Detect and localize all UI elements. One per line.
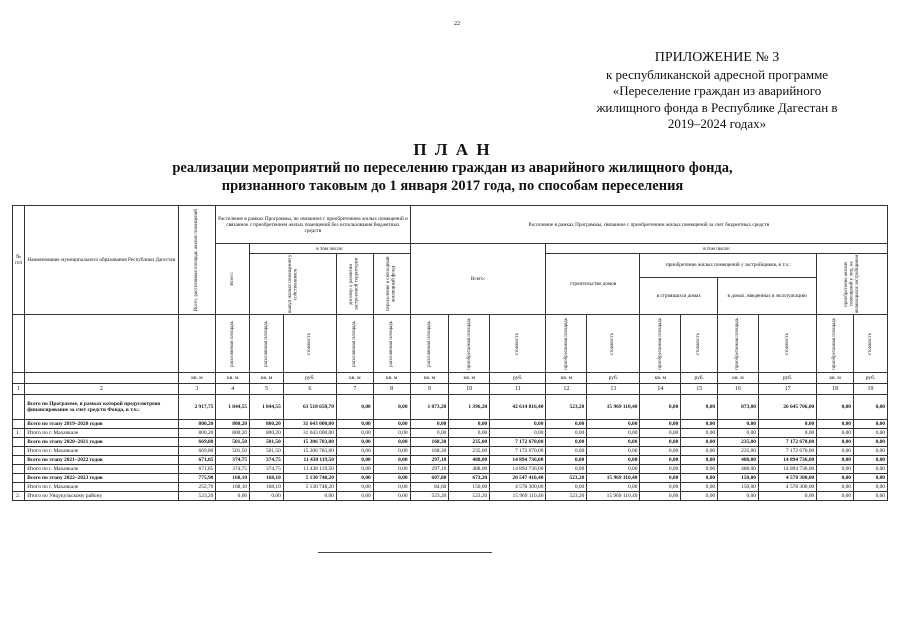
column-number: 17: [758, 384, 816, 395]
column-number: 7: [336, 384, 373, 395]
value-cell: 0,00: [817, 474, 854, 483]
value-cell: 15 969 110,40: [490, 492, 546, 501]
table-row: [13, 465, 888, 474]
unit-cell: кв. м: [817, 373, 854, 384]
sub-resettled-area: расселяемая площадь: [216, 315, 250, 373]
value-cell: 0,00: [336, 483, 373, 492]
value-cell: 0,00: [373, 429, 410, 438]
value-cell: 168,30: [410, 447, 449, 456]
value-cell: 0,00: [854, 438, 888, 447]
sub-acquired-area: приобретаемая площадь: [817, 315, 854, 373]
appendix-line-1: ПРИЛОЖЕНИЕ № 3: [654, 50, 780, 65]
value-cell: 7 172 670,00: [758, 438, 816, 447]
value-cell: 523,20: [546, 492, 587, 501]
value-cell: 0,00: [640, 483, 681, 492]
value-cell: 374,75: [250, 456, 284, 465]
value-cell: 0,00: [681, 420, 718, 429]
value-cell: 374,75: [216, 465, 250, 474]
table-row: [13, 474, 888, 483]
value-cell: 607,80: [410, 474, 449, 483]
bottom-rule: [318, 552, 492, 553]
value-cell: 168,10: [216, 474, 250, 483]
value-cell: 800,20: [250, 420, 284, 429]
row-index: [13, 395, 25, 420]
value-cell: 4 578 300,00: [490, 483, 546, 492]
sub-resettled-area: расселяемая площадь: [373, 315, 410, 373]
sub-acquired-area: приобретаемая площадь: [449, 315, 490, 373]
value-cell: 0,00: [681, 483, 718, 492]
header-no: № п/п: [13, 206, 25, 315]
value-cell: 0,00: [640, 438, 681, 447]
title-plan: П Л А Н: [413, 140, 492, 159]
appendix-line-3: «Переселение граждан из аварийного: [612, 83, 822, 98]
value-cell: 0,00: [336, 395, 373, 420]
value-cell: 14 894 736,00: [490, 456, 546, 465]
page-number: 22: [454, 21, 460, 27]
value-cell: 800,20: [178, 429, 216, 438]
header-total-area: Всего, расселяемая площадь жилых помещений: [178, 206, 216, 315]
header-g2-developers: приобретение жилых помещений у застройщиков, в т.ч.:: [640, 254, 817, 278]
value-cell: 1 396,20: [449, 395, 490, 420]
value-cell: 0,00: [373, 438, 410, 447]
value-cell: 252,70: [178, 483, 216, 492]
sub-acquired-area: приобретаемая площадь: [640, 315, 681, 373]
value-cell: 0,00: [718, 429, 759, 438]
table-row: [13, 492, 888, 501]
value-cell: 0,00: [336, 447, 373, 456]
unit-cell: кв. м: [373, 373, 410, 384]
table-row: [13, 447, 888, 456]
row-index: [13, 420, 25, 429]
value-cell: 0,00: [854, 483, 888, 492]
column-number: 14: [640, 384, 681, 395]
value-cell: 374,75: [250, 465, 284, 474]
row-index: [13, 438, 25, 447]
value-cell: 0,00: [490, 420, 546, 429]
value-cell: 0,00: [587, 438, 640, 447]
value-cell: 150,00: [718, 474, 759, 483]
resettlement-plan-table: [12, 205, 888, 501]
value-cell: 0,00: [817, 456, 854, 465]
value-cell: 0,00: [854, 474, 888, 483]
value-cell: 11 438 119,50: [283, 465, 336, 474]
value-cell: 0,00: [640, 420, 681, 429]
sub-resettled-area: расселяемая площадь: [336, 315, 373, 373]
sub-acquired-area: приобретаемая площадь: [718, 315, 759, 373]
value-cell: 0,00: [373, 492, 410, 501]
value-cell: 0,00: [587, 465, 640, 474]
value-cell: 14 894 736,00: [758, 465, 816, 474]
value-cell: 0,00: [373, 456, 410, 465]
value-cell: 0,00: [546, 483, 587, 492]
header-g2-including: в том числе:: [546, 244, 888, 254]
unit-cell: кв. м: [216, 373, 250, 384]
value-cell: 0,00: [817, 438, 854, 447]
appendix-line-4: жилищного фонда в Республике Дагестан в: [596, 99, 838, 115]
header-g2-commissioned: в домах, введенных в эксплуатацию: [718, 277, 817, 314]
value-cell: 0,00: [546, 438, 587, 447]
table-row: [13, 395, 888, 420]
row-name: Итого по г. Махачкале: [25, 483, 178, 492]
column-number: 2: [25, 384, 178, 395]
value-cell: 0,00: [546, 447, 587, 456]
title-line-3: признанного таковым до 1 января 2017 года, по способам переселения: [221, 177, 684, 194]
value-cell: 31 643 000,00: [283, 429, 336, 438]
value-cell: 0,00: [373, 474, 410, 483]
value-cell: 4 578 300,00: [758, 483, 816, 492]
value-cell: 0,00: [758, 429, 816, 438]
value-cell: 0,00: [854, 492, 888, 501]
value-cell: 31 643 000,00: [283, 420, 336, 429]
table-body: [13, 395, 888, 501]
value-cell: 15 969 110,40: [587, 395, 640, 420]
value-cell: 14 894 736,00: [758, 456, 816, 465]
value-cell: 669,80: [178, 447, 216, 456]
value-cell: 0,00: [587, 429, 640, 438]
value-cell: 0,00: [854, 420, 888, 429]
value-cell: 7 172 670,00: [490, 438, 546, 447]
value-cell: 15 306 783,00: [283, 447, 336, 456]
value-cell: 501,50: [250, 447, 284, 456]
value-cell: 15 969 110,40: [587, 474, 640, 483]
unit-cell: кв. м: [178, 373, 216, 384]
value-cell: 297,10: [410, 465, 449, 474]
value-cell: 0,00: [410, 420, 449, 429]
value-cell: 0,00: [546, 420, 587, 429]
value-cell: 0,00: [336, 420, 373, 429]
value-cell: 0,00: [410, 429, 449, 438]
value-cell: 42 614 816,40: [490, 395, 546, 420]
unit-cell: руб.: [490, 373, 546, 384]
value-cell: 14 894 736,00: [490, 465, 546, 474]
appendix-header: [567, 50, 867, 133]
value-cell: 800,20: [178, 420, 216, 429]
sub-resettled-area: расселяемая площадь: [250, 315, 284, 373]
sub-acquired-area: приобретаемая площадь: [546, 315, 587, 373]
unit-cell: [13, 373, 25, 384]
value-cell: 0,00: [854, 395, 888, 420]
row-index: [13, 474, 25, 483]
value-cell: 0,00: [216, 492, 250, 501]
value-cell: 873,00: [718, 395, 759, 420]
column-numbers-row: [13, 384, 888, 395]
appendix-line-5: 2019–2024 годах»: [667, 116, 767, 131]
header-g2-total: Всего:: [410, 244, 546, 315]
value-cell: 669,80: [178, 438, 216, 447]
value-cell: 15 969 110,40: [587, 492, 640, 501]
sub-resettled-area: расселяемая площадь: [410, 315, 449, 373]
value-cell: 0,00: [546, 465, 587, 474]
row-name: Всего по этапу 2020–2021 годов: [25, 438, 178, 447]
value-cell: 501,50: [216, 447, 250, 456]
value-cell: 2 917,75: [178, 395, 216, 420]
value-cell: 0,00: [373, 447, 410, 456]
value-cell: 63 518 650,70: [283, 395, 336, 420]
value-cell: 0,00: [373, 465, 410, 474]
value-cell: 11 438 119,50: [283, 456, 336, 465]
header-g1-including: в том числе:: [250, 244, 410, 254]
sub-cost: стоимость: [490, 315, 546, 373]
table-row: [13, 483, 888, 492]
value-cell: 168,10: [250, 483, 284, 492]
value-cell: 168,10: [250, 474, 284, 483]
value-cell: 0,00: [640, 395, 681, 420]
value-cell: 0,00: [817, 465, 854, 474]
unit-cell: кв. м: [718, 373, 759, 384]
row-name: Всего по этапу 2022–2023 годов: [25, 474, 178, 483]
value-cell: 0,00: [546, 429, 587, 438]
value-cell: 15 306 783,00: [283, 438, 336, 447]
value-cell: 0,00: [681, 456, 718, 465]
value-cell: 488,00: [449, 465, 490, 474]
value-cell: 0,00: [817, 447, 854, 456]
unit-cell: руб.: [587, 373, 640, 384]
value-cell: 0,00: [587, 456, 640, 465]
row-index: 1.: [13, 429, 25, 438]
value-cell: 0,00: [854, 429, 888, 438]
value-cell: 1 073,20: [410, 395, 449, 420]
column-number: 11: [490, 384, 546, 395]
row-index: [13, 456, 25, 465]
value-cell: 523,20: [178, 492, 216, 501]
column-number: 8: [373, 384, 410, 395]
document-title: [0, 140, 905, 195]
value-cell: 7 172 670,00: [490, 447, 546, 456]
column-number: 10: [449, 384, 490, 395]
value-cell: 0,00: [449, 429, 490, 438]
value-cell: 0,00: [490, 429, 546, 438]
value-cell: 0,00: [854, 456, 888, 465]
header-g2-construction: строительство домов: [546, 254, 640, 315]
value-cell: 775,90: [178, 474, 216, 483]
row-name: Итого по г. Махачкале: [25, 429, 178, 438]
value-cell: 0,00: [336, 456, 373, 465]
value-cell: 150,00: [718, 483, 759, 492]
unit-cell: кв. м: [640, 373, 681, 384]
title-line-2: реализации мероприятий по переселению граждан из аварийного жилищного фонда,: [172, 160, 733, 176]
value-cell: 0,00: [854, 465, 888, 474]
sub-cost: стоимость: [283, 315, 336, 373]
sub-cost: стоимость: [681, 315, 718, 373]
value-cell: 5 130 748,20: [283, 483, 336, 492]
row-name: Итого по г. Махачкале: [25, 447, 178, 456]
unit-cell: руб.: [758, 373, 816, 384]
value-cell: 0,00: [640, 492, 681, 501]
header-group-1: Расселение в рамках Программы, не связанное с приобретением жилых помещений и связанное с приобретением жилых помещений без использования бюджетных средств: [216, 206, 410, 244]
unit-cell: кв. м: [250, 373, 284, 384]
value-cell: 0,00: [718, 420, 759, 429]
header-g2-under-construction: в строящихся домах: [640, 277, 718, 314]
table-row: [13, 456, 888, 465]
value-cell: 0,00: [250, 492, 284, 501]
unit-cell: руб.: [854, 373, 888, 384]
value-cell: 1 844,55: [216, 395, 250, 420]
value-cell: 374,75: [216, 456, 250, 465]
value-cell: 5 130 748,20: [283, 474, 336, 483]
value-cell: 0,00: [718, 492, 759, 501]
value-cell: 1 844,55: [250, 395, 284, 420]
table-row: [13, 420, 888, 429]
value-cell: 0,00: [640, 447, 681, 456]
value-cell: 168,10: [216, 483, 250, 492]
row-name: Всего по этапу 2021–2022 годов: [25, 456, 178, 465]
value-cell: 0,00: [587, 420, 640, 429]
value-cell: 168,30: [410, 438, 449, 447]
value-cell: 0,00: [336, 438, 373, 447]
value-cell: 0,00: [640, 465, 681, 474]
column-number: 12: [546, 384, 587, 395]
value-cell: 800,20: [216, 420, 250, 429]
unit-cell: кв. м: [410, 373, 449, 384]
column-number: 15: [681, 384, 718, 395]
value-cell: 671,85: [178, 465, 216, 474]
column-number: 6: [283, 384, 336, 395]
column-number: 16: [718, 384, 759, 395]
value-cell: 0,00: [817, 492, 854, 501]
value-cell: 488,00: [718, 456, 759, 465]
header-g2-other: приобретение жилых помещений у лиц, не являющихся застройщиком: [817, 254, 888, 315]
value-cell: 0,00: [817, 483, 854, 492]
row-index: [13, 465, 25, 474]
unit-cell: кв. м: [449, 373, 490, 384]
value-cell: 671,85: [178, 456, 216, 465]
value-cell: 0,00: [640, 474, 681, 483]
header-municipality: Наименование муниципального образования Республики Дагестан: [25, 206, 178, 315]
header-g1-contract: договор о развитии застроенной территории: [336, 254, 373, 315]
unit-cell: кв. м: [546, 373, 587, 384]
header-g1-buyout: выкуп жилых помещений у собственников: [250, 254, 337, 315]
value-cell: 523,20: [546, 395, 587, 420]
value-cell: 0,00: [373, 395, 410, 420]
value-cell: 0,00: [681, 447, 718, 456]
value-cell: 0,00: [817, 429, 854, 438]
value-cell: 0,00: [681, 395, 718, 420]
column-number: 19: [854, 384, 888, 395]
value-cell: 0,00: [681, 438, 718, 447]
column-number: 1: [13, 384, 25, 395]
table-row: [13, 438, 888, 447]
row-name: Итого по Унцукульскому району: [25, 492, 178, 501]
value-cell: 673,20: [449, 474, 490, 483]
value-cell: 0,00: [336, 474, 373, 483]
value-cell: 150,00: [449, 483, 490, 492]
value-cell: 523,20: [546, 474, 587, 483]
value-cell: 0,00: [283, 492, 336, 501]
value-cell: 235,00: [718, 447, 759, 456]
header-group-2: Расселение в рамках Программы, связанное с приобретением жилых помещений за счет бюджетных средств: [410, 206, 887, 244]
sub-cost: стоимость: [854, 315, 888, 373]
value-cell: 800,20: [250, 429, 284, 438]
unit-cell: руб.: [681, 373, 718, 384]
unit-cell: [25, 373, 178, 384]
value-cell: 488,00: [449, 456, 490, 465]
value-cell: 0,00: [681, 492, 718, 501]
unit-cell: кв. м: [336, 373, 373, 384]
value-cell: 84,60: [410, 483, 449, 492]
value-cell: 0,00: [758, 420, 816, 429]
value-cell: 0,00: [336, 465, 373, 474]
subheader-row: [13, 315, 888, 373]
row-index: [13, 447, 25, 456]
value-cell: 0,00: [817, 395, 854, 420]
value-cell: 0,00: [336, 429, 373, 438]
value-cell: 7 172 670,00: [758, 447, 816, 456]
value-cell: 0,00: [449, 420, 490, 429]
value-cell: 523,20: [410, 492, 449, 501]
column-number: 3: [178, 384, 216, 395]
value-cell: 235,00: [449, 447, 490, 456]
value-cell: 0,00: [854, 447, 888, 456]
value-cell: 0,00: [817, 420, 854, 429]
value-cell: 0,00: [640, 456, 681, 465]
column-number: 9: [410, 384, 449, 395]
value-cell: 20 547 410,40: [490, 474, 546, 483]
value-cell: 800,20: [216, 429, 250, 438]
value-cell: 0,00: [640, 429, 681, 438]
value-cell: 235,00: [449, 438, 490, 447]
value-cell: 501,50: [250, 438, 284, 447]
column-number: 13: [587, 384, 640, 395]
value-cell: 26 645 706,00: [758, 395, 816, 420]
row-name: Всего по этапу 2019–2020 годов: [25, 420, 178, 429]
header-g1-relocation: переселение в свободный жилищный фонд: [373, 254, 410, 315]
value-cell: 0,00: [373, 483, 410, 492]
row-index: 2.: [13, 492, 25, 501]
value-cell: 4 578 300,00: [758, 474, 816, 483]
unit-cell: руб.: [283, 373, 336, 384]
value-cell: 0,00: [546, 456, 587, 465]
sub-cost: стоимость: [587, 315, 640, 373]
value-cell: 0,00: [758, 492, 816, 501]
value-cell: 0,00: [681, 474, 718, 483]
row-name: Всего по Программе, в рамках которой предусмотрено финансирование за счет средств Фонда, в т.ч.:: [25, 395, 178, 420]
row-name: Итого по г. Махачкале: [25, 465, 178, 474]
units-row: [13, 373, 888, 384]
column-number: 18: [817, 384, 854, 395]
value-cell: 0,00: [587, 483, 640, 492]
header-g1-total: Всего:: [216, 244, 250, 315]
value-cell: 0,00: [587, 447, 640, 456]
value-cell: 523,20: [449, 492, 490, 501]
value-cell: 501,50: [216, 438, 250, 447]
value-cell: 0,00: [681, 465, 718, 474]
value-cell: 0,00: [373, 420, 410, 429]
sub-cost: стоимость: [758, 315, 816, 373]
column-number: 5: [250, 384, 284, 395]
table-row: [13, 429, 888, 438]
value-cell: 488,00: [718, 465, 759, 474]
value-cell: 0,00: [681, 429, 718, 438]
column-number: 4: [216, 384, 250, 395]
value-cell: 0,00: [336, 492, 373, 501]
value-cell: 297,10: [410, 456, 449, 465]
row-index: [13, 483, 25, 492]
value-cell: 235,00: [718, 438, 759, 447]
appendix-line-2: к республиканской адресной программе: [605, 66, 829, 82]
